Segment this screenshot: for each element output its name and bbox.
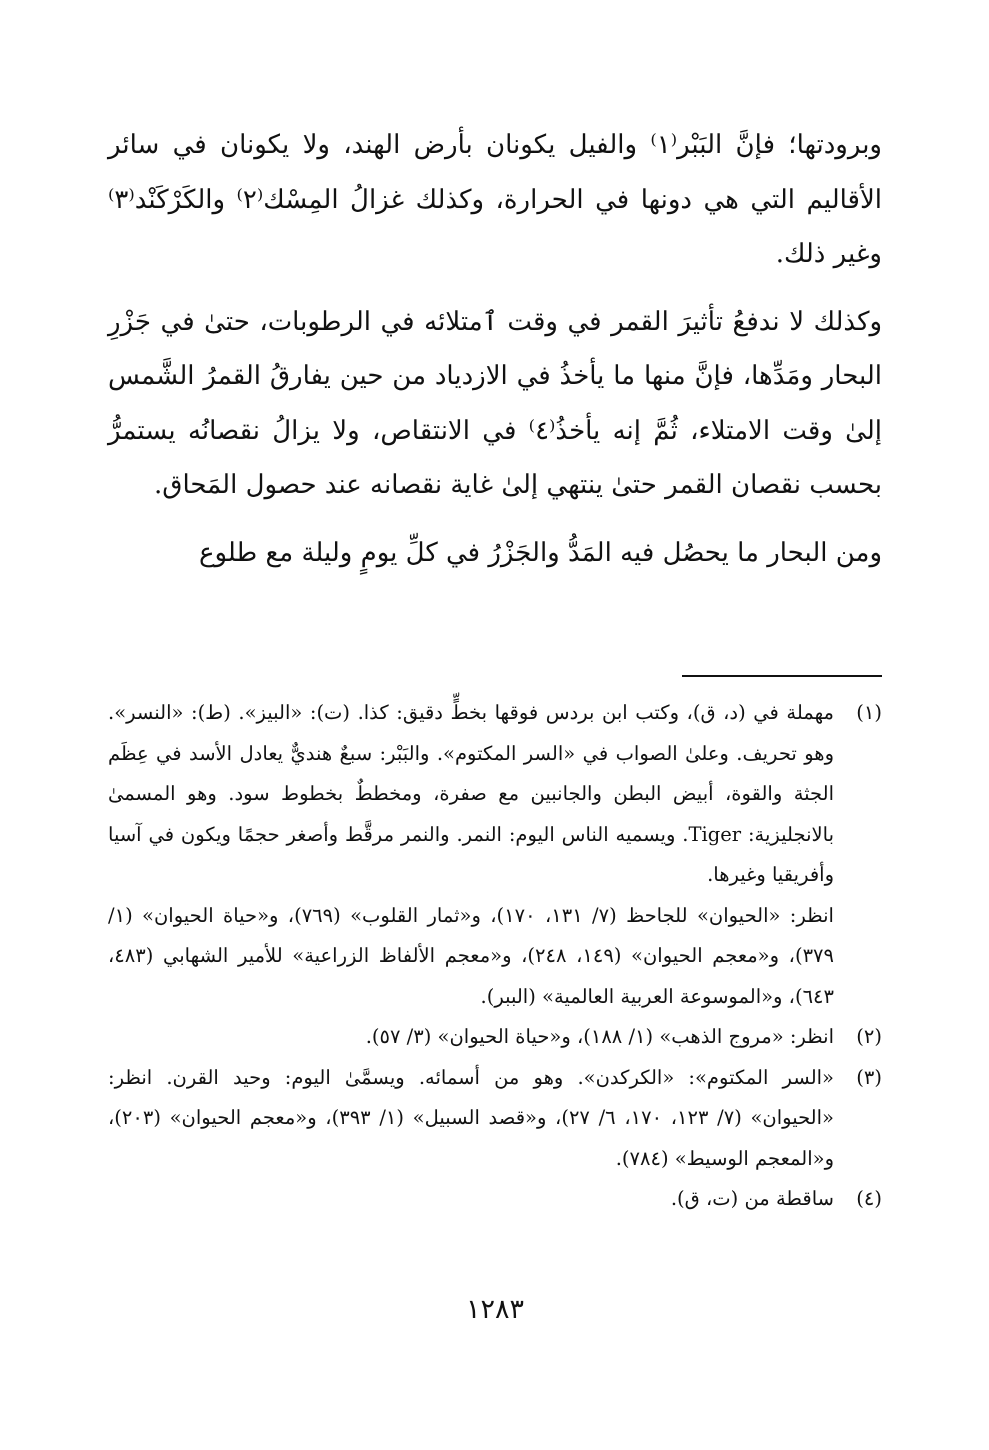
footnote-paragraph: ساقطة من (ت، ق).: [670, 1187, 834, 1210]
body-paragraph-2: وكذلك لا ندفعُ تأثيرَ القمر في وقت ٱمتلائه في الرطوبات، حتىٰ في جَزْرِ البحار ومَدِّها، فإنَّ منها ما يأخذُ في الازدياد من حين يفارقُ القمرُ الشَّمس إلىٰ وقت الامتلاء، ثُمَّ إنه يأخذُ⁽٤⁾ في الانتقاص، ولا يزالُ نقصانُه يستمرُّ بحسب نقصان القمر حتىٰ ينتهي إلىٰ غاية نقصانه عند حصول المَحاق.: [108, 306, 882, 500]
footnote-body: [108, 1179, 834, 1220]
footnote-paragraph: مهملة في (د، ق)، وكتب ابن بردس فوقها بخطٍّ دقيق: كذا. (ت): «البيز». (ط): «النسر». وهو تحريف. وعلىٰ الصواب في «السر المكتوم». والبَبْر: سبعٌ هنديٌّ يعادل الأسد في عِظَم الجثة والقوة، أبيض البطن والجانبين مع صفرة، ومخططٌ بخطوط سود. وهو المسمىٰ بالانجليزية: Tiger. ويسميه الناس اليوم: النمر. والنمر مرقَّط وأصغر حجمًا ويكون في آسيا وأفريقيا وغيرها.: [108, 701, 834, 886]
footnote-paragraph: انظر: «الحيوان» للجاحظ (٧/ ١٣١، ١٧٠)، و«ثمار القلوب» (٧٦٩)، و«حياة الحيوان» (١/ ٣٧٩)، و«معجم الحيوان» (١٤٩، ٢٤٨)، و«معجم الألفاظ الزراعية» للأمير الشهابي (٤٨٣، ٦٤٣)، و«الموسوعة العربية العالمية» (الببر).: [108, 903, 834, 1008]
page-number: ١٢٨٣: [465, 1294, 524, 1325]
footnote-separator: [682, 675, 882, 677]
footnotes: [108, 693, 882, 1220]
footnote-1: [108, 693, 882, 1017]
body-paragraph-3: ومن البحار ما يحصُل فيه المَدُّ والجَزْرُ في كلِّ يومٍ وليلة مع طلوع: [198, 537, 882, 568]
footnote-body: [108, 693, 834, 1017]
footnote-number: (٤): [856, 1187, 882, 1210]
footnote-2: [108, 1017, 882, 1058]
footnote-number: (٣): [856, 1065, 882, 1089]
footnote-paragraph: «السر المكتوم»: «الكركدن». وهو من أسمائه. ويسمَّىٰ اليوم: وحيد القرن. انظر: «الحيوان» (٧/ ١٢٣، ١٧٠، ٦/ ٢٧)، و«قصد السبيل» (١/ ٣٩٣)، و«معجم الحيوان» (٢٠٣)، و«المعجم الوسيط» (٧٨٤).: [108, 1065, 834, 1170]
footnote-body: [108, 1017, 834, 1058]
footnote-number: (١): [856, 701, 882, 724]
footnote-number: (٢): [856, 1025, 882, 1048]
footnote-body: [108, 1058, 834, 1180]
footnote-4: [108, 1179, 882, 1220]
footnote-3: [108, 1058, 882, 1180]
book-page: [108, 0, 882, 1450]
footnote-paragraph: انظر: «مروج الذهب» (١/ ١٨٨)، و«حياة الحيوان» (٣/ ٥٧).: [365, 1025, 834, 1048]
main-text: [108, 118, 882, 593]
body-paragraph-1: وبرودتها؛ فإنَّ البَبْر⁽١⁾ والفيل يكونان بأرض الهند، ولا يكونان في سائر الأقاليم التي هي دونها في الحرارة، وكذلك غزالُ المِسْك⁽٢⁾ والكَرْكَنْد⁽٣⁾ وغير ذلك.: [108, 130, 883, 269]
